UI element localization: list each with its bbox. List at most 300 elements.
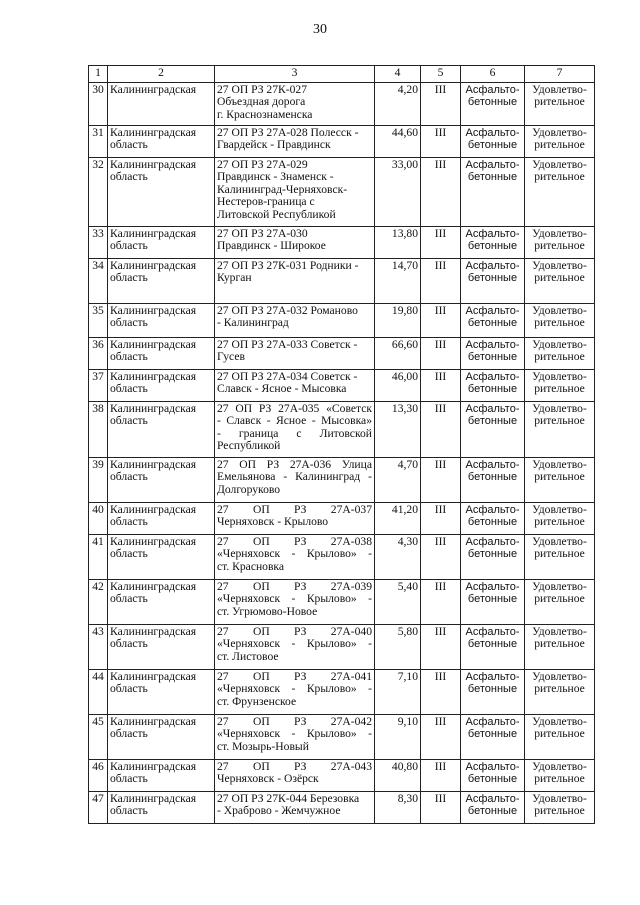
road-name-cell-line: 27 ОП РЗ 27А-034 Советск - — [217, 370, 358, 383]
state-cell-line: Удовлетво- — [532, 715, 587, 728]
state-cell — [525, 670, 595, 715]
region-cell — [108, 503, 215, 535]
road-name-cell-line: Гвардейск - Правдинск — [217, 138, 331, 152]
surface-cell-line: Асфальто- — [465, 339, 520, 351]
region-cell — [108, 670, 215, 715]
state-cell-line: рительное — [534, 727, 585, 741]
length-cell: 44,60 — [375, 126, 421, 158]
surface-cell-line: Асфальто- — [465, 84, 520, 96]
surface-cell-line: Асфальто- — [465, 371, 520, 383]
road-name-cell — [215, 458, 375, 503]
surface-cell-line: бетонные — [467, 728, 518, 741]
roads-table — [88, 65, 595, 824]
region-cell — [108, 580, 215, 625]
state-cell-line: Удовлетво- — [532, 535, 587, 548]
road-name-cell — [215, 760, 375, 792]
length-cell: 5,80 — [375, 625, 421, 670]
surface-cell — [461, 158, 525, 227]
state-cell — [525, 126, 595, 158]
region-cell-line: Калининградская — [110, 458, 197, 471]
category-cell: III — [421, 338, 461, 370]
state-cell-line: Удовлетво- — [532, 304, 587, 317]
category-cell: III — [421, 259, 461, 304]
row-number-cell: 31 — [89, 126, 108, 158]
state-cell-line: Удовлетво- — [532, 503, 587, 516]
surface-cell-line: Асфальто- — [465, 671, 520, 683]
state-cell-line: рительное — [534, 592, 585, 606]
road-name-cell-line: 27 ОП РЗ 27А-041 — [217, 670, 372, 683]
road-name-cell-line: 27 ОП РЗ 27А-037 — [217, 503, 372, 516]
state-cell-line: рительное — [534, 239, 585, 253]
length-cell: 7,10 — [375, 670, 421, 715]
region-cell-line: Калининградская — [110, 402, 197, 415]
table-row — [89, 370, 595, 402]
surface-cell — [461, 259, 525, 304]
surface-cell-line: бетонные — [467, 96, 518, 109]
row-number-cell: 40 — [89, 503, 108, 535]
state-cell — [525, 458, 595, 503]
surface-cell-line: Асфальто- — [465, 626, 520, 638]
region-cell — [108, 338, 215, 370]
road-name-cell-line: - Калининград — [217, 316, 289, 330]
region-cell — [108, 458, 215, 503]
row-number-cell: 35 — [89, 304, 108, 338]
header-cell: 4 — [375, 66, 421, 83]
surface-cell — [461, 535, 525, 580]
header-cell: 7 — [525, 66, 595, 83]
region-cell — [108, 227, 215, 259]
road-name-cell-line: ст. Мозырь-Новый — [217, 739, 309, 753]
surface-cell-line: бетонные — [467, 683, 518, 696]
road-name-cell-line: «Черняховск - Крылово» - — [217, 547, 372, 561]
region-cell-line: область — [110, 682, 148, 696]
region-cell-line: область — [110, 239, 148, 253]
road-name-cell-line: 27 ОП РЗ 27А-042 — [217, 715, 372, 728]
road-name-cell — [215, 338, 375, 370]
road-name-cell — [215, 158, 375, 227]
state-cell-line: Удовлетво- — [532, 158, 587, 171]
road-name-cell-line: - Храброво - Жемчужное — [217, 804, 341, 818]
state-cell-line: рительное — [534, 470, 585, 484]
surface-cell-line: Асфальто- — [465, 761, 520, 773]
row-number-cell: 43 — [89, 625, 108, 670]
table-row — [89, 227, 595, 259]
road-name-cell — [215, 503, 375, 535]
region-cell-line: Калининградская — [110, 580, 197, 593]
surface-cell-line: бетонные — [467, 383, 518, 396]
road-name-cell — [215, 259, 375, 304]
category-cell: III — [421, 670, 461, 715]
table-row — [89, 83, 595, 126]
header-row — [89, 66, 595, 83]
road-name-cell-line: - граница с Литовской — [217, 426, 372, 440]
region-cell — [108, 370, 215, 402]
state-cell-line: Удовлетво- — [532, 402, 587, 415]
region-cell — [108, 126, 215, 158]
region-cell-line: область — [110, 637, 148, 651]
category-cell: III — [421, 503, 461, 535]
category-cell: III — [421, 715, 461, 760]
header-cell: 2 — [108, 66, 215, 83]
table-row — [89, 259, 595, 304]
road-name-cell-line: Объездная дорога — [217, 95, 306, 109]
length-cell: 13,30 — [375, 402, 421, 458]
region-cell-line: Калининградская — [110, 338, 197, 351]
road-name-cell — [215, 625, 375, 670]
state-cell — [525, 535, 595, 580]
length-cell: 40,80 — [375, 760, 421, 792]
state-cell-line: рительное — [534, 414, 585, 428]
category-cell: III — [421, 792, 461, 824]
road-name-cell — [215, 83, 375, 126]
region-cell-line: Калининградская — [110, 370, 197, 383]
state-cell-line: рительное — [534, 772, 585, 786]
road-name-cell — [215, 227, 375, 259]
state-cell — [525, 792, 595, 824]
category-cell: III — [421, 158, 461, 227]
category-cell: III — [421, 535, 461, 580]
category-cell: III — [421, 304, 461, 338]
road-name-cell-line: Республикой — [217, 439, 281, 453]
surface-cell — [461, 370, 525, 402]
surface-cell — [461, 580, 525, 625]
region-cell — [108, 158, 215, 227]
table-row — [89, 535, 595, 580]
row-number-cell: 34 — [89, 259, 108, 304]
category-cell: III — [421, 83, 461, 126]
state-cell — [525, 83, 595, 126]
header-cell: 1 — [89, 66, 108, 83]
region-cell — [108, 715, 215, 760]
row-number-cell: 41 — [89, 535, 108, 580]
road-name-cell — [215, 580, 375, 625]
surface-cell — [461, 338, 525, 370]
table-row — [89, 158, 595, 227]
road-name-cell-line: 27 ОП РЗ 27А-038 — [217, 535, 372, 548]
surface-cell-line: бетонные — [467, 805, 518, 818]
road-name-cell — [215, 126, 375, 158]
region-cell-line: область — [110, 138, 148, 152]
table-row — [89, 458, 595, 503]
state-cell-line: Удовлетво- — [532, 458, 587, 471]
region-cell — [108, 402, 215, 458]
road-name-cell — [215, 304, 375, 338]
surface-cell-line: Асфальто- — [465, 536, 520, 548]
surface-cell-line: бетонные — [467, 139, 518, 152]
surface-cell — [461, 503, 525, 535]
surface-cell-line: Асфальто- — [465, 127, 520, 139]
region-cell-line: Калининградская — [110, 535, 197, 548]
road-name-cell-line: 27 ОП РЗ 27А-032 Романово — [217, 304, 358, 317]
state-cell — [525, 158, 595, 227]
table-row — [89, 126, 595, 158]
header-cell: 6 — [461, 66, 525, 83]
surface-cell-line: бетонные — [467, 593, 518, 606]
region-cell-line: область — [110, 772, 148, 786]
category-cell: III — [421, 760, 461, 792]
state-cell — [525, 227, 595, 259]
length-cell: 4,70 — [375, 458, 421, 503]
category-cell: III — [421, 458, 461, 503]
length-cell: 8,30 — [375, 792, 421, 824]
road-name-cell — [215, 535, 375, 580]
surface-cell — [461, 402, 525, 458]
state-cell — [525, 370, 595, 402]
region-cell-line: область — [110, 382, 148, 396]
surface-cell-line: Асфальто- — [465, 459, 520, 471]
region-cell-line: Калининградская — [110, 625, 197, 638]
category-cell: III — [421, 227, 461, 259]
length-cell: 66,60 — [375, 338, 421, 370]
table-row — [89, 760, 595, 792]
road-name-cell-line: 27 ОП РЗ 27К-027 — [217, 83, 308, 96]
region-cell-line: область — [110, 804, 148, 818]
road-name-cell-line: ст. Красновка — [217, 559, 285, 573]
road-name-cell-line: 27 ОП РЗ 27А-028 Полесск - — [217, 126, 359, 139]
surface-cell-line: Асфальто- — [465, 228, 520, 240]
road-name-cell — [215, 370, 375, 402]
surface-cell-line: Асфальто- — [465, 793, 520, 805]
region-cell-line: область — [110, 316, 148, 330]
surface-cell — [461, 83, 525, 126]
row-number-cell: 45 — [89, 715, 108, 760]
state-cell-line: рительное — [534, 350, 585, 364]
region-cell-line: область — [110, 271, 148, 285]
road-name-cell-line: 27 ОП РЗ 27А-035 «Советск — [217, 402, 372, 415]
region-cell-line: область — [110, 592, 148, 606]
length-cell: 33,00 — [375, 158, 421, 227]
row-number-cell: 42 — [89, 580, 108, 625]
row-number-cell: 33 — [89, 227, 108, 259]
road-name-cell-line: ст. Угрюмово-Новое — [217, 604, 318, 618]
table-row — [89, 580, 595, 625]
row-number-cell: 30 — [89, 83, 108, 126]
header-cell: 3 — [215, 66, 375, 83]
surface-cell-line: бетонные — [467, 471, 518, 484]
state-cell-line: рительное — [534, 316, 585, 330]
state-cell-line: рительное — [534, 382, 585, 396]
region-cell — [108, 760, 215, 792]
length-cell: 19,80 — [375, 304, 421, 338]
region-cell-line: Калининградская — [110, 227, 197, 240]
row-number-cell: 36 — [89, 338, 108, 370]
state-cell-line: Удовлетво- — [532, 370, 587, 383]
surface-cell-line: бетонные — [467, 415, 518, 428]
surface-cell-line: бетонные — [467, 516, 518, 529]
state-cell — [525, 503, 595, 535]
table-row — [89, 792, 595, 824]
state-cell-line: Удовлетво- — [532, 670, 587, 683]
region-cell-line: Калининградская — [110, 304, 197, 317]
surface-cell — [461, 715, 525, 760]
state-cell-line: Удовлетво- — [532, 338, 587, 351]
table-row — [89, 304, 595, 338]
surface-cell-line: бетонные — [467, 773, 518, 786]
state-cell — [525, 760, 595, 792]
length-cell: 13,80 — [375, 227, 421, 259]
road-name-cell — [215, 792, 375, 824]
road-name-cell-line: Черняховск - Крылово — [217, 515, 329, 529]
region-cell-line: область — [110, 350, 148, 364]
road-name-cell-line: «Черняховск - Крылово» - — [217, 727, 372, 741]
category-cell: III — [421, 370, 461, 402]
state-cell-line: рительное — [534, 515, 585, 529]
state-cell-line: Удовлетво- — [532, 83, 587, 96]
road-name-cell-line: ст. Листовое — [217, 649, 279, 663]
table-row — [89, 338, 595, 370]
state-cell — [525, 625, 595, 670]
state-cell-line: рительное — [534, 271, 585, 285]
road-name-cell-line: Литовской Республикой — [217, 207, 336, 221]
state-cell-line: рительное — [534, 138, 585, 152]
surface-cell-line: Асфальто- — [465, 504, 520, 516]
surface-cell — [461, 227, 525, 259]
road-name-cell-line: Емельянова - Калининград - — [217, 470, 372, 484]
surface-cell-line: Асфальто- — [465, 581, 520, 593]
region-cell — [108, 259, 215, 304]
roads-table-body — [89, 66, 595, 824]
road-name-cell-line: Правдинск - Знаменск - — [217, 170, 334, 184]
state-cell — [525, 304, 595, 338]
region-cell-line: Калининградская — [110, 503, 197, 516]
length-cell: 46,00 — [375, 370, 421, 402]
row-number-cell: 32 — [89, 158, 108, 227]
category-cell: III — [421, 126, 461, 158]
surface-cell — [461, 304, 525, 338]
row-number-cell: 47 — [89, 792, 108, 824]
surface-cell-line: бетонные — [467, 638, 518, 651]
road-name-cell — [215, 715, 375, 760]
region-cell — [108, 304, 215, 338]
road-name-cell-line: 27 ОП РЗ 27К-044 Березовка — [217, 792, 360, 805]
road-name-cell-line: 27 ОП РЗ 27А-039 — [217, 580, 372, 593]
table-row — [89, 670, 595, 715]
surface-cell-line: Асфальто- — [465, 403, 520, 415]
road-name-cell-line: 27 ОП РЗ 27А-030 — [217, 227, 308, 240]
table-row — [89, 402, 595, 458]
surface-cell-line: Асфальто- — [465, 305, 520, 317]
surface-cell — [461, 126, 525, 158]
category-cell: III — [421, 580, 461, 625]
state-cell-line: Удовлетво- — [532, 126, 587, 139]
region-cell-line: Калининградская — [110, 126, 197, 139]
region-cell-line: Калининградская — [110, 158, 197, 171]
row-number-cell: 39 — [89, 458, 108, 503]
surface-cell-line: бетонные — [467, 240, 518, 253]
road-name-cell-line: г. Краснознаменска — [217, 107, 313, 121]
state-cell-line: рительное — [534, 637, 585, 651]
road-name-cell-line: Черняховск - Озёрск — [217, 772, 319, 786]
region-cell-line: область — [110, 170, 148, 184]
road-name-cell-line: 27 ОП РЗ 27А-040 — [217, 625, 372, 638]
road-name-cell-line: «Черняховск - Крылово» - — [217, 592, 372, 606]
region-cell-line: Калининградская — [110, 259, 197, 272]
state-cell-line: рительное — [534, 170, 585, 184]
state-cell-line: Удовлетво- — [532, 760, 587, 773]
region-cell-line: область — [110, 515, 148, 529]
region-cell-line: область — [110, 727, 148, 741]
surface-cell — [461, 670, 525, 715]
length-cell: 5,40 — [375, 580, 421, 625]
surface-cell-line: бетонные — [467, 171, 518, 184]
road-name-cell — [215, 670, 375, 715]
row-number-cell: 44 — [89, 670, 108, 715]
road-name-cell-line: 27 ОП РЗ 27А-029 — [217, 158, 308, 171]
region-cell-line: Калининградская — [110, 715, 197, 728]
surface-cell-line: Асфальто- — [465, 159, 520, 171]
surface-cell-line: бетонные — [467, 317, 518, 330]
length-cell: 41,20 — [375, 503, 421, 535]
state-cell-line: Удовлетво- — [532, 227, 587, 240]
surface-cell-line: Асфальто- — [465, 716, 520, 728]
region-cell-line: Калининградская — [110, 83, 197, 96]
surface-cell — [461, 458, 525, 503]
length-cell: 9,10 — [375, 715, 421, 760]
road-name-cell-line: Курган — [217, 271, 252, 285]
category-cell: III — [421, 625, 461, 670]
state-cell-line: Удовлетво- — [532, 580, 587, 593]
road-name-cell-line: Славск - Ясное - Мысовка — [217, 382, 347, 396]
region-cell — [108, 625, 215, 670]
road-name-cell-line: Гусев — [217, 350, 245, 364]
region-cell-line: область — [110, 470, 148, 484]
region-cell — [108, 792, 215, 824]
region-cell-line: Калининградская — [110, 760, 197, 773]
surface-cell-line: Асфальто- — [465, 260, 520, 272]
region-cell-line: область — [110, 547, 148, 561]
state-cell-line: Удовлетво- — [532, 792, 587, 805]
road-name-cell-line: Нестеров-граница с — [217, 195, 315, 209]
road-name-cell-line: 27 ОП РЗ 27А-036 Улица — [217, 458, 372, 471]
row-number-cell: 46 — [89, 760, 108, 792]
state-cell-line: рительное — [534, 804, 585, 818]
state-cell-line: рительное — [534, 682, 585, 696]
surface-cell — [461, 760, 525, 792]
length-cell: 14,70 — [375, 259, 421, 304]
road-name-cell-line: «Черняховск - Крылово» - — [217, 682, 372, 696]
page-number: 30 — [313, 22, 327, 37]
surface-cell-line: бетонные — [467, 351, 518, 364]
surface-cell-line: бетонные — [467, 548, 518, 561]
surface-cell-line: бетонные — [467, 272, 518, 285]
region-cell — [108, 83, 215, 126]
region-cell-line: Калининградская — [110, 792, 197, 805]
row-number-cell: 37 — [89, 370, 108, 402]
table-row — [89, 503, 595, 535]
state-cell-line: рительное — [534, 547, 585, 561]
state-cell — [525, 715, 595, 760]
state-cell — [525, 338, 595, 370]
state-cell-line: Удовлетво- — [532, 625, 587, 638]
state-cell — [525, 402, 595, 458]
table-row — [89, 625, 595, 670]
road-name-cell-line: - Славск - Ясное - Мысовка» — [217, 414, 372, 428]
row-number-cell: 38 — [89, 402, 108, 458]
surface-cell — [461, 625, 525, 670]
state-cell-line: рительное — [534, 95, 585, 109]
road-name-cell-line: 27 ОП РЗ 27К-031 Родники - — [217, 259, 359, 272]
region-cell — [108, 535, 215, 580]
header-cell: 5 — [421, 66, 461, 83]
road-name-cell — [215, 402, 375, 458]
road-name-cell-line: 27 ОП РЗ 27А-033 Советск - — [217, 338, 358, 351]
length-cell: 4,30 — [375, 535, 421, 580]
table-row — [89, 715, 595, 760]
road-name-cell-line: Калининград-Черняховск- — [217, 182, 348, 196]
road-name-cell-line: «Черняховск - Крылово» - — [217, 637, 372, 651]
category-cell: III — [421, 402, 461, 458]
road-name-cell-line: 27 ОП РЗ 27А-043 — [217, 760, 372, 773]
